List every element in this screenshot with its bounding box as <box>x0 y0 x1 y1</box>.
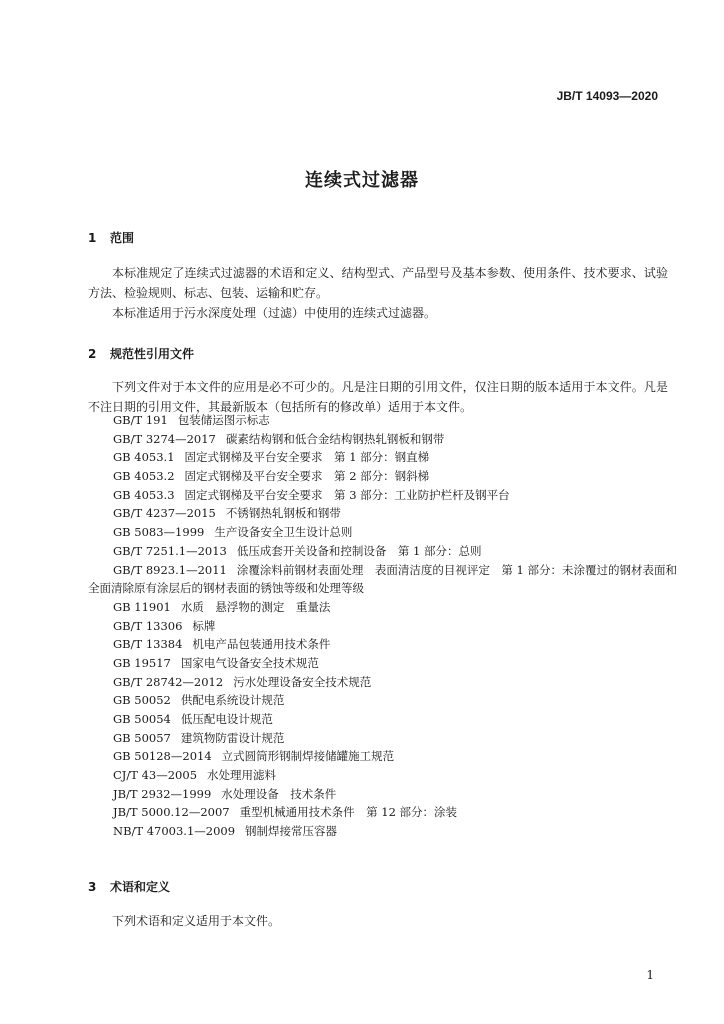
reference-item <box>113 822 678 841</box>
section-1-heading <box>88 229 134 246</box>
reference-code: GB 4053.2 <box>113 469 175 484</box>
reference-item <box>113 673 678 692</box>
reference-title: 生产设备安全卫生设计总则 <box>214 525 353 540</box>
reference-code: GB 50057 <box>113 730 171 745</box>
reference-item <box>113 691 678 710</box>
reference-title: 不锈钢热轧钢板和钢带 <box>225 506 341 521</box>
reference-code: GB/T 4237—2015 <box>113 506 216 521</box>
reference-item <box>113 617 678 636</box>
reference-code: GB/T 8923.1—2011 <box>113 562 227 577</box>
reference-title: 固定式钢梯及平台安全要求 第 1 部分：钢直梯 <box>184 450 430 465</box>
reference-title: 涂覆涂料前钢材表面处理 表面清洁度的目视评定 第 1 部分：未涂覆过的钢材表面和全面清除原有涂层后的钢材表面的锈蚀等级和处理等级 <box>88 562 677 596</box>
terms-intro: 下列术语和定义适用于本文件。 <box>112 914 281 928</box>
reference-title: 固定式钢梯及平台安全要求 第 3 部分：工业防护栏杆及钢平台 <box>184 487 510 502</box>
reference-title: 碳素结构钢和低合金结构钢热轧钢板和钢带 <box>225 431 445 446</box>
references-list <box>88 411 678 841</box>
normative-references-intro: 下列文件对于本文件的应用是必不可少的。凡是注日期的引用文件，仅注日期的版本适用于本文件。凡是不注日期的引用文件，其最新版本（包括所有的修改单）适用于本文件。 <box>88 380 668 414</box>
section-number: 3 <box>88 880 97 894</box>
reference-item <box>88 561 678 598</box>
reference-title: 标牌 <box>192 618 216 633</box>
reference-title: 水处理设备 技术条件 <box>221 786 337 801</box>
reference-title: 低压成套开关设备和控制设备 第 1 部分：总则 <box>236 543 482 558</box>
section-title: 规范性引用文件 <box>110 347 195 361</box>
reference-item <box>113 654 678 673</box>
reference-title: 包装储运图示标志 <box>177 413 270 427</box>
reference-item <box>113 467 678 486</box>
reference-item <box>113 766 678 785</box>
reference-item <box>113 430 678 449</box>
reference-item <box>113 747 678 766</box>
reference-code: CJ/T 43—2005 <box>113 768 198 783</box>
reference-item <box>113 785 678 804</box>
reference-title: 国家电气设备安全技术规范 <box>180 655 319 670</box>
reference-code: GB 4053.1 <box>113 450 175 465</box>
reference-item <box>113 803 678 822</box>
reference-item <box>113 504 678 523</box>
reference-item <box>113 542 678 561</box>
reference-title: 钢制焊接常压容器 <box>245 824 338 839</box>
reference-title: 水质 悬浮物的测定 重量法 <box>180 599 331 614</box>
reference-title: 机电产品包装通用技术条件 <box>192 637 331 652</box>
reference-title: 建筑物防雷设计规范 <box>180 730 285 745</box>
reference-title: 重型机械通用技术条件 第 12 部分：涂装 <box>239 805 458 820</box>
reference-code: JB/T 2932—1999 <box>113 786 212 801</box>
section-title: 术语和定义 <box>110 880 171 894</box>
reference-item <box>113 411 678 430</box>
reference-title: 固定式钢梯及平台安全要求 第 2 部分：钢斜梯 <box>184 469 430 484</box>
reference-item <box>113 448 678 467</box>
scope-paragraph-2: 本标准适用于污水深度处理（过滤）中使用的连续式过滤器。 <box>112 306 437 320</box>
scope-paragraph-1: 本标准规定了连续式过滤器的术语和定义、结构型式、产品型号及基本参数、使用条件、技术要求、试验方法、检验规则、标志、包装、运输和贮存。 <box>88 266 668 300</box>
reference-code: GB 50128—2014 <box>113 749 212 764</box>
page-number: 1 <box>646 968 654 982</box>
reference-code: GB/T 3274—2017 <box>113 431 216 446</box>
reference-code: GB 50052 <box>113 693 171 708</box>
reference-item <box>113 635 678 654</box>
reference-code: GB/T 191 <box>113 413 168 427</box>
reference-item <box>113 729 678 748</box>
reference-code: GB/T 13384 <box>113 637 183 652</box>
reference-title: 水处理用滤料 <box>207 768 277 783</box>
standard-code: JB/T 14093—2020 <box>556 89 658 103</box>
reference-title: 立式圆筒形钢制焊接储罐施工规范 <box>221 749 395 764</box>
reference-code: GB/T 13306 <box>113 618 183 633</box>
section-number: 2 <box>88 347 97 361</box>
reference-item <box>113 523 678 542</box>
reference-title: 污水处理设备安全技术规范 <box>233 674 372 689</box>
section-number: 1 <box>88 231 97 245</box>
reference-item <box>113 486 678 505</box>
reference-code: GB 5083—1999 <box>113 525 205 540</box>
section-title: 范围 <box>110 231 135 245</box>
reference-code: NB/T 47003.1—2009 <box>113 824 236 839</box>
reference-item <box>113 598 678 617</box>
section-2-heading <box>88 345 194 362</box>
reference-code: GB/T 28742—2012 <box>113 674 224 689</box>
reference-code: GB 19517 <box>113 655 171 670</box>
reference-code: GB 50054 <box>113 712 171 727</box>
reference-code: GB 11901 <box>113 599 171 614</box>
reference-title: 供配电系统设计规范 <box>180 693 285 708</box>
reference-code: GB/T 7251.1—2013 <box>113 543 227 558</box>
reference-code: GB 4053.3 <box>113 487 175 502</box>
document-title: 连续式过滤器 <box>305 170 419 191</box>
reference-item <box>113 710 678 729</box>
section-3-heading <box>88 878 170 895</box>
reference-title: 低压配电设计规范 <box>180 712 273 727</box>
reference-code: JB/T 5000.12—2007 <box>113 805 230 820</box>
